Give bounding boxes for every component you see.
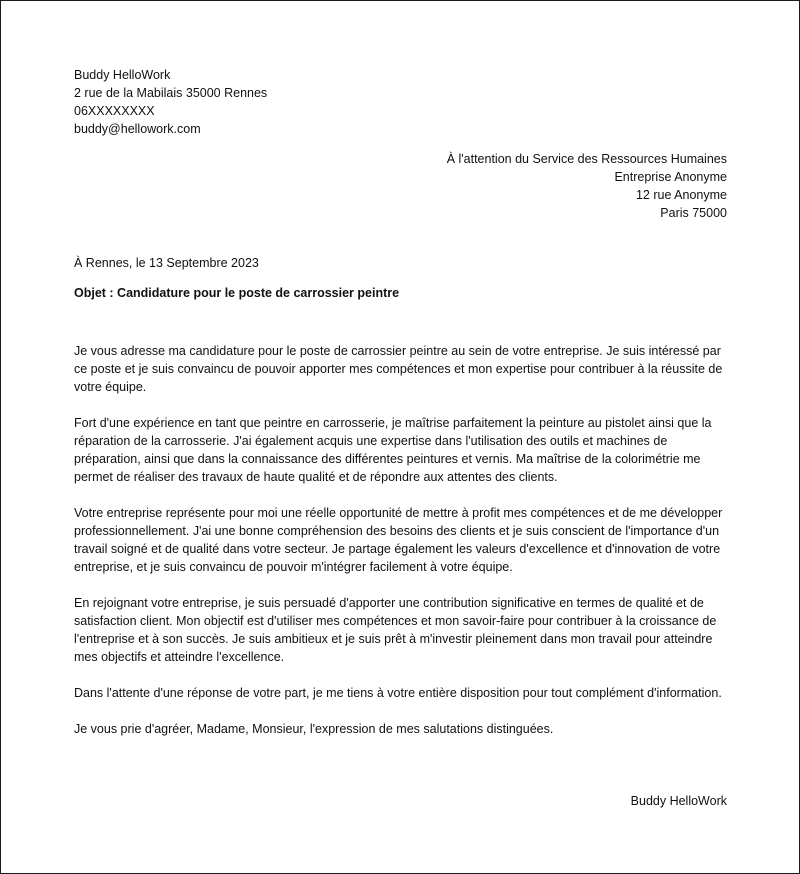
recipient-block: [447, 150, 727, 222]
sender-phone: 06XXXXXXXX: [74, 104, 155, 118]
recipient-city: Paris 75000: [660, 206, 727, 220]
sender-email: buddy@hellowork.com: [74, 122, 201, 136]
body-paragraph: Votre entreprise représente pour moi une réelle opportunité de mettre à profit mes compétences et de me développer professionnellement. J'ai une bonne compréhension des besoins des clients et je suis conscient de l'importance d'un travail soigné et de qualité dans votre secteur. Je partage également les valeurs d'excellence et d'innovation de votre entreprise, et je suis convaincu de pouvoir m'intégrer facilement à votre équipe.: [74, 506, 723, 574]
closing-paragraph: Je vous prie d'agréer, Madame, Monsieur, l'expression de mes salutations distinguées.: [74, 722, 554, 736]
recipient-street: 12 rue Anonyme: [635, 188, 727, 202]
subject-line: Objet : Candidature pour le poste de carrossier peintre: [74, 286, 400, 300]
signature: Buddy HelloWork: [630, 794, 727, 808]
body-paragraph: Dans l'attente d'une réponse de votre part, je me tiens à votre entière disposition pour tout complément d'information.: [74, 686, 722, 700]
sender-address: 2 rue de la Mabilais 35000 Rennes: [74, 86, 268, 100]
recipient-attention: À l'attention du Service des Ressources Humaines: [446, 152, 727, 166]
date-line: À Rennes, le 13 Septembre 2023: [74, 256, 259, 270]
letter-body: [74, 342, 734, 756]
body-paragraph: Fort d'une expérience en tant que peintre en carrosserie, je maîtrise parfaitement la peinture au pistolet ainsi que la réparation de la carrosserie. J'ai également acquis une expertise dans l'utilisation des outils et machines de préparation, ainsi que dans la connaissance des différentes peintures et vernis. Ma maîtrise de la colorimétrie me permet de réaliser des travaux de haute qualité et de répondre aux attentes des clients.: [74, 416, 712, 484]
body-paragraph: Je vous adresse ma candidature pour le poste de carrossier peintre au sein de votre entreprise. Je suis intéressé par ce poste et je suis convaincu de pouvoir apporter mes compétences et mon expertise pour contribuer à la réussite de votre équipe.: [74, 344, 723, 394]
sender-name: Buddy HelloWork: [74, 68, 171, 82]
recipient-company: Entreprise Anonyme: [614, 170, 727, 184]
sender-block: [74, 66, 267, 138]
body-paragraph: En rejoignant votre entreprise, je suis persuadé d'apporter une contribution significative en termes de qualité et de satisfaction client. Mon objectif est d'utiliser mes compétences et mon savoir-faire pour contribuer à la croissance de l'entreprise et à son succès. Je suis ambitieux et je suis prêt à m'investir pleinement dans mon travail pour atteindre mes objectifs et atteindre l'excellence.: [74, 596, 717, 664]
